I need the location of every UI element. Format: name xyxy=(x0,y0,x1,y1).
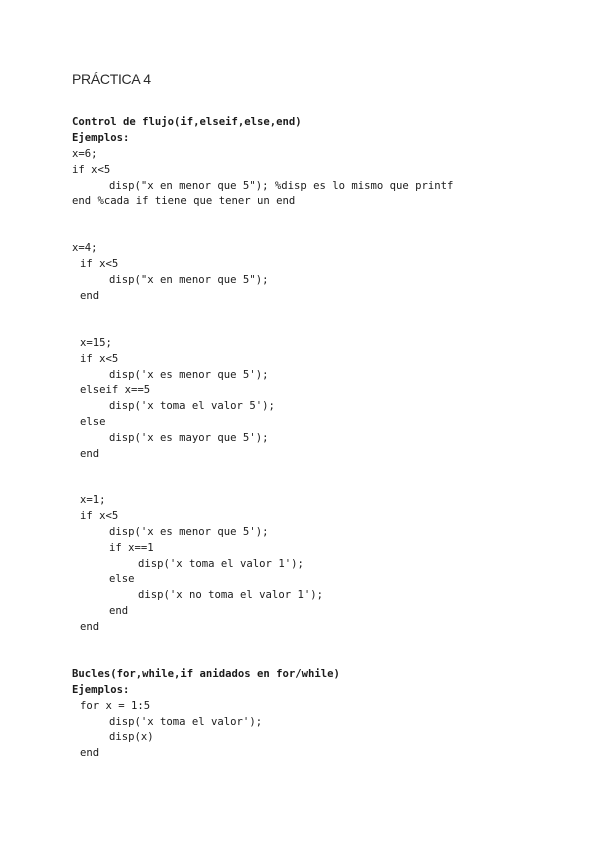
code-line: disp("x en menor que 5"); xyxy=(109,274,269,286)
code-line: disp('x toma el valor'); xyxy=(109,716,263,728)
code-line: disp("x en menor que 5"); %disp es lo mismo que printf xyxy=(109,180,454,192)
code-line: if x==1 xyxy=(109,542,154,554)
code-line: if x<5 xyxy=(80,510,119,522)
code-line: x=6; xyxy=(72,148,98,160)
code-line: disp('x es menor que 5'); xyxy=(109,526,269,538)
code-line: elseif x==5 xyxy=(80,384,151,396)
code-line: if x<5 xyxy=(72,164,111,176)
section-heading-control-flow: Control de flujo(if,elseif,else,end) xyxy=(72,116,302,128)
code-line: disp('x toma el valor 1'); xyxy=(138,558,304,570)
examples-label: Ejemplos: xyxy=(72,684,130,696)
page-title: PRÁCTICA 4 xyxy=(72,71,151,87)
code-line: disp(x) xyxy=(109,731,154,743)
code-line: disp('x es mayor que 5'); xyxy=(109,432,269,444)
code-line: end %cada if tiene que tener un end xyxy=(72,195,296,207)
code-line: end xyxy=(109,605,129,617)
code-line: disp('x toma el valor 5'); xyxy=(109,400,275,412)
code-line: end xyxy=(80,448,100,460)
code-line: x=4; xyxy=(72,242,98,254)
code-line: x=15; xyxy=(80,337,112,349)
code-line: x=1; xyxy=(80,494,106,506)
section-heading-loops: Bucles(for,while,if anidados en for/while) xyxy=(72,668,340,680)
code-line: disp('x no toma el valor 1'); xyxy=(138,589,323,601)
code-line: disp('x es menor que 5'); xyxy=(109,369,269,381)
code-line: end xyxy=(80,747,100,759)
code-line: end xyxy=(80,621,100,633)
code-line: else xyxy=(80,416,106,428)
code-line: if x<5 xyxy=(80,258,119,270)
examples-label: Ejemplos: xyxy=(72,132,130,144)
code-line: for x = 1:5 xyxy=(80,700,151,712)
code-line: if x<5 xyxy=(80,353,119,365)
code-line: else xyxy=(109,573,135,585)
code-line: end xyxy=(80,290,100,302)
